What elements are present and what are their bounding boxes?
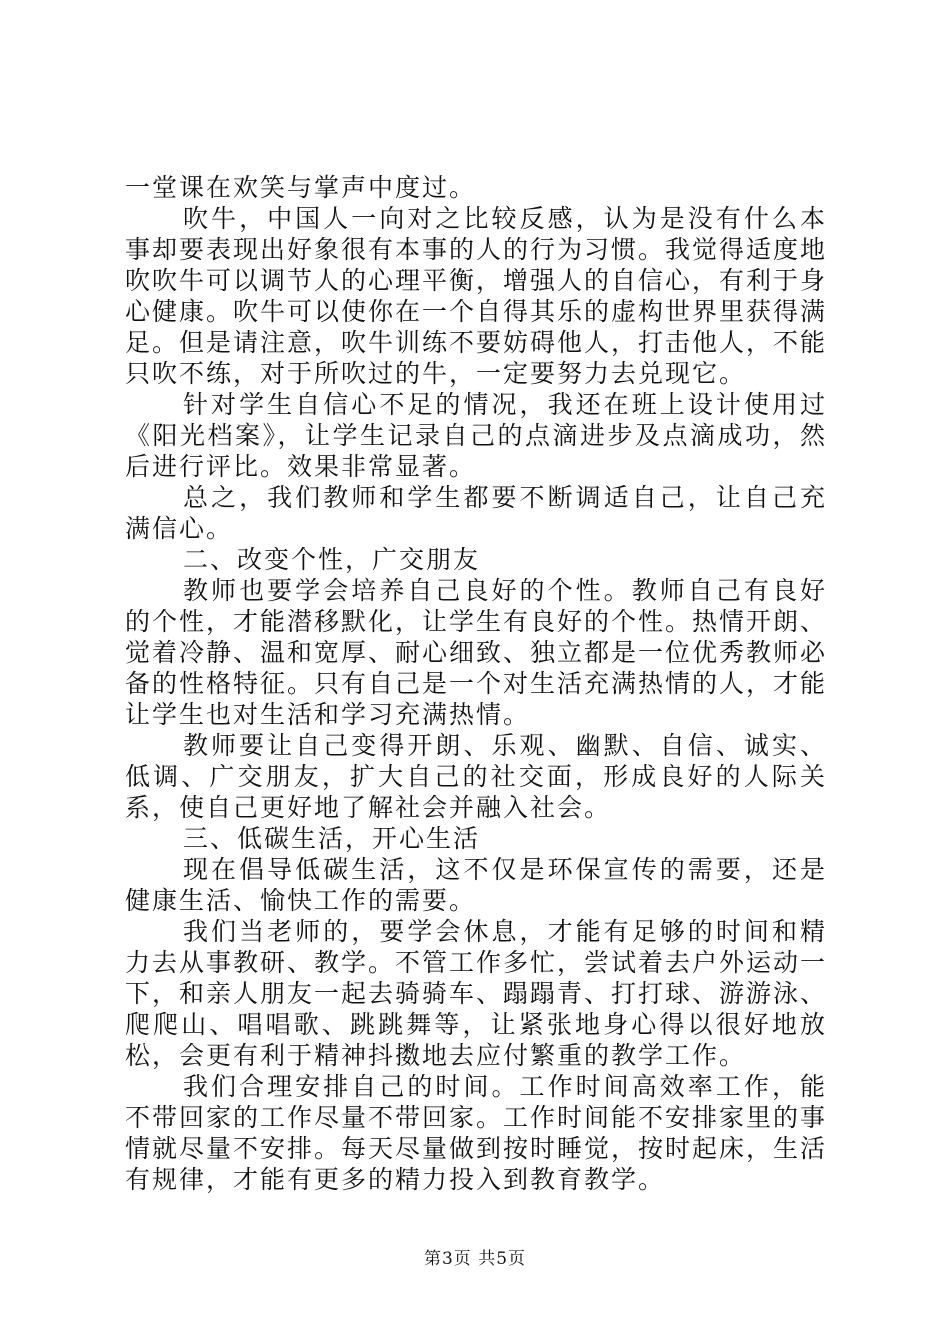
paragraph-5: 教师也要学会培养自己良好的个性。教师自己有良好的个性，才能潜移默化，让学生有良好的个性。热情开朗、觉着冷静、温和宽厚、耐心细致、独立都是一位优秀教师必备的性格特征。只有自己是一个对生活充满热情的人，才能让学生也对生活和学习充满热情。 <box>125 576 828 729</box>
section-heading-3: 三、低碳生活，开心生活 <box>183 824 481 853</box>
paragraph-9: 我们合理安排自己的时间。工作时间高效率工作，能不带回家的工作尽量不带回家。工作时间能不安排家里的事情就尽量不安排。每天尽量做到按时睡觉，按时起床，生活有规律，才能有更多的精力投入到教育教学。 <box>125 1072 828 1194</box>
paragraph-2: 吹牛，中国人一向对之比较反感，认为是没有什么本事却要表现出好象很有本事的人的行为习惯。我觉得适度地吹吹牛可以调节人的心理平衡，增强人的自信心，有利于身心健康。吹牛可以使你在一个自得其乐的虚构世界里获得满足。但是请注意，吹牛训练不要妨碍他人，打击他人，不能只吹不练，对于所吹过的牛，一定要努力去兑现它。 <box>125 204 828 388</box>
paragraph-1: 一堂课在欢笑与掌声中度过。 <box>125 173 477 202</box>
section-heading-2: 二、改变个性，广交朋友 <box>183 545 481 574</box>
paragraph-3: 针对学生自信心不足的情况，我还在班上设计使用过《阳光档案》，让学生记录自己的点滴进步及点滴成功，然后进行评比。效果非常显著。 <box>125 390 827 481</box>
document-body <box>125 172 827 1195</box>
page-footer: 第3页 共5页 <box>423 1249 527 1269</box>
paragraph-4: 总之，我们教师和学生都要不断调适自己，让自己充满信心。 <box>125 483 827 543</box>
paragraph-8: 我们当老师的，要学会休息，才能有足够的时间和精力去从事教研、教学。不管工作多忙，尝试着去户外运动一下，和亲人朋友一起去骑骑车、蹋蹋青、打打球、游游泳、爬爬山、唱唱歌、跳跳舞等，让紧张地身心得以很好地放松，会更有利于精神抖擞地去应付繁重的教学工作。 <box>125 917 828 1070</box>
paragraph-6: 教师要让自己变得开朗、乐观、幽默、自信、诚实、低调、广交朋友，扩大自己的社交面，形成良好的人际关系，使自己更好地了解社会并融入社会。 <box>125 731 827 822</box>
paragraph-7: 现在倡导低碳生活，这不仅是环保宣传的需要，还是健康生活、愉快工作的需要。 <box>125 855 827 915</box>
